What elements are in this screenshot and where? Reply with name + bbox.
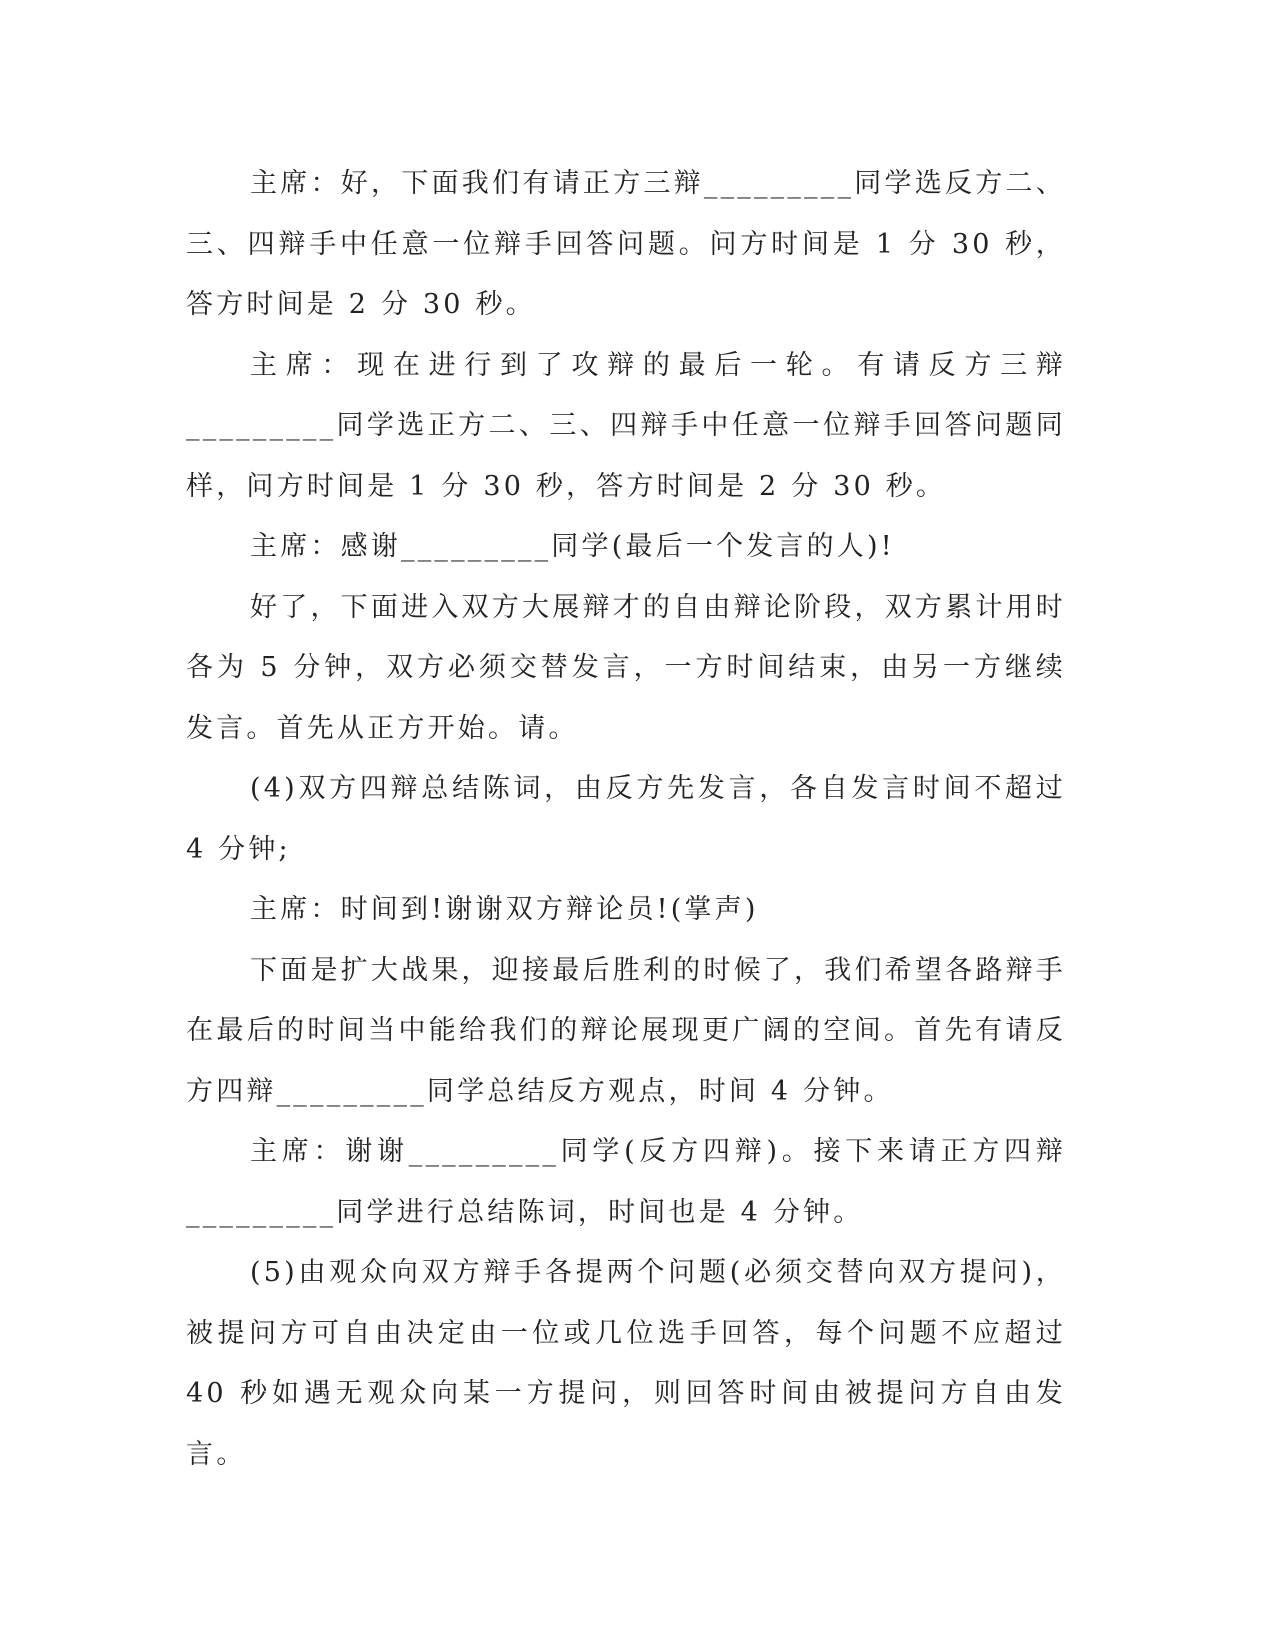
document-body (186, 154, 1066, 1485)
paragraph-2: 主席：现在进行到了攻辩的最后一轮。有请反方三辩_________同学选正方二、三、四辩手中任意一位辩手回答问题同样，问方时间是 1 分 30 秒，答方时间是 2 分 30 秒。 (186, 349, 1066, 502)
paragraph-9: (5)由观众向双方辩手各提两个问题(必须交替向双方提问)，被提问方可自由决定由一位或几位选手回答，每个问题不应超过 40 秒如遇无观众向某一方提问，则回答时间由被提问方自由发言。 (186, 1257, 1066, 1470)
paragraph-6: 主席：时间到!谢谢双方辩论员!(掌声) (250, 894, 759, 925)
paragraph-3: 主席：感谢_________同学(最后一个发言的人)! (250, 531, 895, 562)
paragraph-8: 主席：谢谢_________同学(反方四辩)。接下来请正方四辩_________同学进行总结陈词，时间也是 4 分钟。 (186, 1136, 1066, 1228)
paragraph-7: 下面是扩大战果，迎接最后胜利的时候了，我们希望各路辩手在最后的时间当中能给我们的辩论展现更广阔的空间。首先有请反方四辩_________同学总结反方观点，时间 4 分钟。 (186, 954, 1066, 1107)
paragraph-5: (4)双方四辩总结陈词，由反方先发言，各自发言时间不超过 4 分钟; (186, 773, 1066, 865)
paragraph-1: 主席：好，下面我们有请正方三辩_________同学选反方二、三、四辩手中任意一位辩手回答问题。问方时间是 1 分 30 秒，答方时间是 2 分 30 秒。 (186, 168, 1066, 320)
paragraph-4: 好了，下面进入双方大展辩才的自由辩论阶段，双方累计用时各为 5 分钟，双方必须交替发言，一方时间结束，由另一方继续发言。首先从正方开始。请。 (186, 591, 1066, 744)
